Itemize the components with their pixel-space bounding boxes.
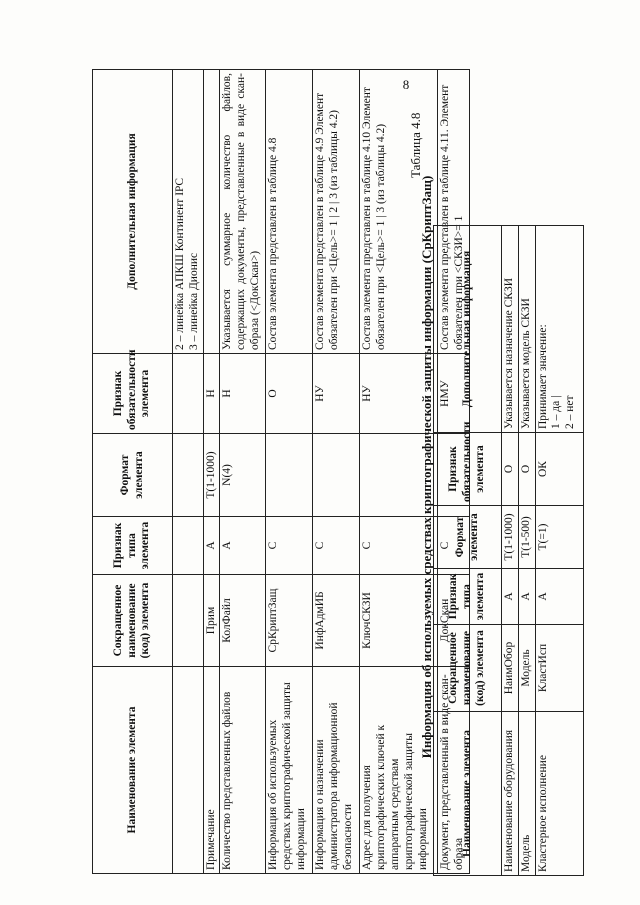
format-cell: [313, 434, 360, 517]
code-cell: СрКриптЗащ: [266, 575, 313, 667]
type-cell: А: [220, 517, 266, 575]
header-cell: Формат элемента: [434, 506, 502, 569]
name-cell: Примечание: [203, 667, 220, 874]
type-cell: А: [535, 569, 583, 625]
header-cell: Наименование элемента: [93, 667, 173, 874]
table-title: Информация об используемых средствах криптографической защиты информации (СрКриптЗащ): [419, 175, 434, 759]
header-cell: Признак типа элемента: [93, 517, 173, 575]
name-cell: Модель: [518, 712, 535, 876]
req-cell: О: [266, 354, 313, 434]
code-cell: КлючСКЗИ: [360, 575, 438, 667]
req-cell: Н: [203, 354, 220, 434]
format-cell: Т(1-1000): [502, 506, 519, 569]
type-cell: С: [313, 517, 360, 575]
table-row: [518, 226, 535, 876]
code-cell: Модель: [518, 625, 535, 712]
format-cell: N(4): [220, 434, 266, 517]
info-cell: Указывается назначение СКЗИ: [502, 226, 519, 433]
header-cell: Формат элемента: [93, 434, 173, 517]
header-cell: Дополнительная информация: [434, 226, 502, 433]
table-row: [313, 70, 360, 874]
info-cell: Состав элемента представлен в таблице 4.8: [266, 70, 313, 354]
info-cell: Указывается модель СКЗИ: [518, 226, 535, 433]
header-cell: Признак обязательности элемента: [434, 433, 502, 506]
type-cell: А: [203, 517, 220, 575]
req-cell: НУ: [360, 354, 438, 434]
type-cell: А: [518, 569, 535, 625]
info-cell: [203, 70, 220, 354]
name-cell: Адрес для получения криптографических ключей к аппаратным средствам криптографической защиты информации: [360, 667, 438, 874]
header-cell: Признак обязательности элемента: [93, 354, 173, 434]
req-cell: НУ: [313, 354, 360, 434]
format-cell: Т(1-1000): [203, 434, 220, 517]
name-cell: Кластерное исполнение: [535, 712, 583, 876]
info-line: 2 – нет: [564, 395, 577, 429]
name-cell: Наименование оборудования: [502, 712, 519, 876]
code-cell: КластИсп: [535, 625, 583, 712]
table-header-row: [434, 226, 502, 876]
table-row: [173, 70, 204, 874]
crypto-means-table: [433, 225, 584, 876]
info-cell: Состав элемента представлен в таблице 4.9 Элемент обязателен при <Цель>= 1 | 2 | 3 (из таблицы 4.2): [313, 70, 360, 354]
info-line: Принимает значение:: [536, 324, 549, 429]
code-cell: ДокСкан: [438, 575, 470, 667]
header-cell: Сокращенное наименование (код) элемента: [93, 575, 173, 667]
type-cell: С: [438, 517, 470, 575]
format-cell: Т(1-500): [518, 506, 535, 569]
info-cell: Состав элемента представлен в таблице 4.11. Элемент обязателен при <СКЗИ>= 1: [438, 70, 470, 354]
req-cell: О: [502, 433, 519, 506]
table-label: Таблица 4.8: [408, 112, 423, 178]
name-cell: Информация об используемых средствах криптографической защиты информации: [266, 667, 313, 874]
req-cell: Н: [220, 354, 266, 434]
table-header-row: [93, 70, 173, 874]
header-cell: Сокращенное наименование (код) элемента: [434, 625, 502, 712]
header-cell: Признак типа элемента: [434, 569, 502, 625]
table-row: [535, 226, 583, 876]
info-line: 1 – да |: [550, 395, 563, 429]
name-cell: Документ, представленный в виде скан-образа: [438, 667, 470, 874]
table-row: [502, 226, 519, 876]
req-cell: ОК: [535, 433, 583, 506]
format-cell: Т(=1): [535, 506, 583, 569]
name-cell: Количество представленных файлов: [220, 667, 266, 874]
page-number: 8: [402, 77, 410, 92]
info-cell: Состав элемента представлен в таблице 4.10 Элемент обязателен при <Цель>= 1 | 3 (из таблицы 4.2): [360, 70, 438, 354]
code-cell: ИнфАдмИБ: [313, 575, 360, 667]
info-cell: Указывается суммарное количество файлов, содержащих документы, представленные в виде скан-образа (<ДокСкан>): [220, 70, 266, 354]
type-cell: С: [360, 517, 438, 575]
code-cell: НаимОбор: [502, 625, 519, 712]
header-cell: Наименование элемента: [434, 712, 502, 876]
table-row: [220, 70, 266, 874]
type-cell: С: [266, 517, 313, 575]
code-cell: Прим: [203, 575, 220, 667]
table-row: [266, 70, 313, 874]
type-cell: А: [502, 569, 519, 625]
code-cell: КолФайл: [220, 575, 266, 667]
header-cell: Дополнительная информация: [93, 70, 173, 354]
info-cell: [173, 70, 204, 354]
req-cell: НМУ: [438, 354, 470, 434]
info-line: 2 – линейка АПКШ Континент IPC: [174, 177, 186, 350]
info-cell: [535, 226, 583, 433]
info-line: 3 – линейка Дионис: [187, 252, 200, 350]
elements-table-continued: [92, 69, 470, 874]
format-cell: [266, 434, 313, 517]
req-cell: О: [518, 433, 535, 506]
table-row: [203, 70, 220, 874]
name-cell: Информация о назначении администратора информационной безопасности: [313, 667, 360, 874]
